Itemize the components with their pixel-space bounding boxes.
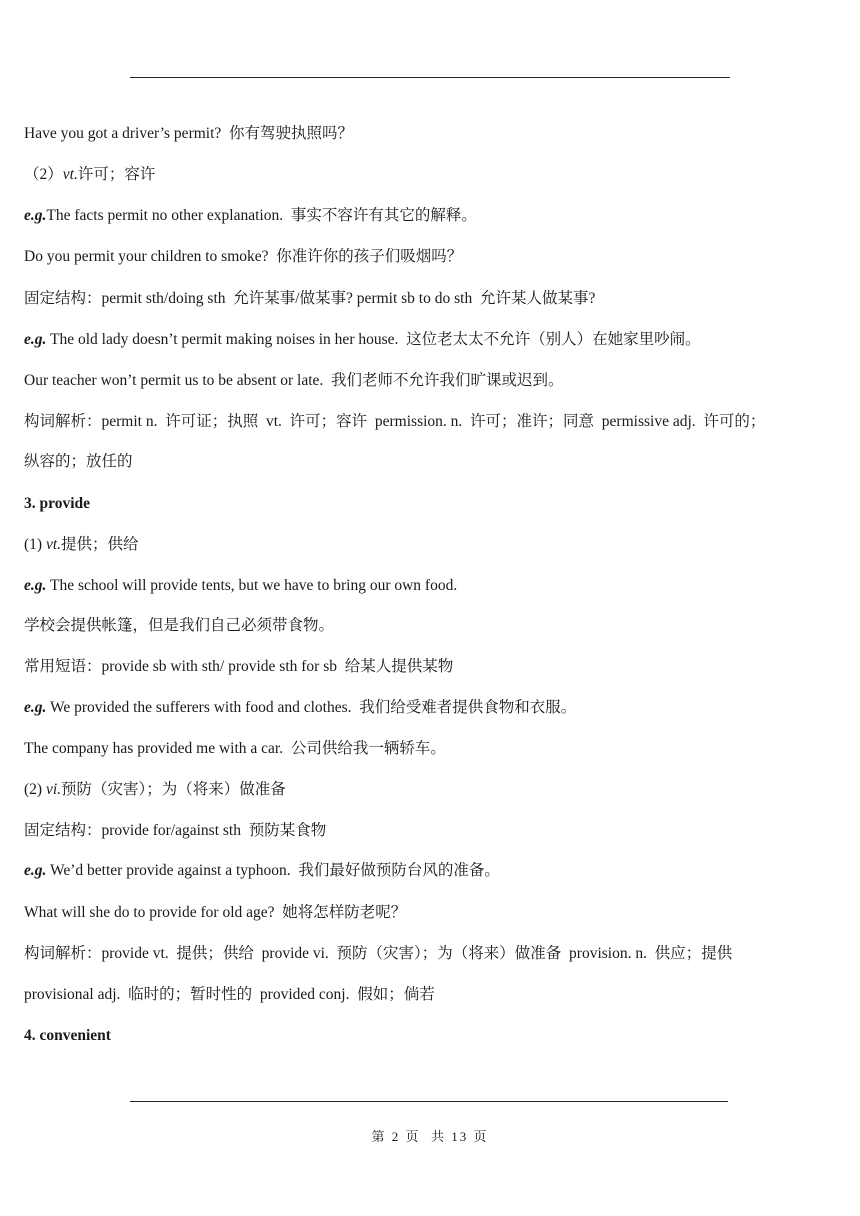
definition-line: [24, 780, 840, 800]
word-formation-line: provisional adj. 临时的；暂时性的 provided conj. 假如；倘若: [24, 986, 435, 1003]
example-text: We’d better provide against a typhoon. 我们最好做预防台风的准备。: [46, 862, 500, 879]
part-of-speech: vt.: [45, 536, 62, 553]
sense-number: (1): [24, 536, 46, 553]
example-text: We provided the sufferers with food and clothes. 我们给受难者提供食物和衣服。: [46, 699, 577, 716]
example-text: The school will provide tents, but we have to bring our own food.: [46, 577, 458, 594]
definition-text: 预防（灾害）；为（将来）做准备: [61, 781, 286, 798]
sense-number: (2): [24, 781, 46, 798]
eg-marker: e.g.: [24, 331, 47, 348]
example-line: Our teacher won’t permit us to be absent or late. 我们老师不允许我们旷课或迟到。: [24, 372, 564, 389]
word-formation-line: 纵容的；放任的: [24, 453, 133, 470]
section-heading: 3. provide: [24, 495, 91, 512]
example-line: [24, 698, 840, 718]
definition-line: [24, 535, 840, 555]
example-line: [24, 861, 840, 881]
definition-line: [24, 165, 840, 185]
example-line: Have you got a driver’s permit? 你有驾驶执照吗？: [24, 125, 354, 142]
section-heading: 4. convenient: [24, 1027, 111, 1044]
definition-text: 许可；容许: [77, 166, 156, 183]
eg-marker: e.g.: [24, 699, 47, 716]
word-formation-line: 构词解析：provide vt. 提供；供给 provide vi. 预防（灾害）；为（将来）做准备 provision. n. 供应；提供: [24, 945, 733, 962]
word-formation-line: 构词解析：permit n. 许可证；执照 vt. 许可；容许 permission. n. 许可；准许；同意 permissive adj. 许可的；: [24, 413, 766, 430]
example-text: The facts permit no other explanation. 事实不容许有其它的解释。: [46, 207, 477, 224]
translation-line: 学校会提供帐篷，但是我们自己必须带食物。: [24, 617, 335, 634]
eg-marker: e.g.: [24, 207, 47, 224]
eg-marker: e.g.: [24, 862, 47, 879]
structure-line: 固定结构：permit sth/doing sth 允许某事/做某事? permit sb to do sth 允许某人做某事?: [24, 290, 596, 307]
header-rule: [130, 77, 730, 78]
example-line: [24, 576, 840, 596]
eg-marker: e.g.: [24, 577, 47, 594]
structure-line: 固定结构：provide for/against sth 预防某食物: [24, 822, 327, 839]
page-number: 第 2 页 共 13 页: [371, 1129, 489, 1144]
example-text: The old lady doesn’t permit making noises in her house. 这位老太太不允许（别人）在她家里吵闹。: [46, 331, 701, 348]
example-line: Do you permit your children to smoke? 你准许你的孩子们吸烟吗？: [24, 248, 463, 265]
definition-text: 提供；供给: [61, 536, 139, 553]
phrase-line: 常用短语：provide sb with sth/ provide sth for sb 给某人提供某物: [24, 658, 454, 675]
example-line: The company has provided me with a car. 公司供给我一辆轿车。: [24, 740, 446, 757]
part-of-speech: vt.: [62, 166, 78, 183]
part-of-speech: vi.: [45, 781, 62, 798]
footer-rule: [130, 1101, 728, 1102]
sense-number: （2）: [24, 166, 63, 183]
example-line: What will she do to provide for old age? 她将怎样防老呢？: [24, 904, 407, 921]
example-line: [24, 206, 840, 226]
example-line: [24, 330, 840, 350]
